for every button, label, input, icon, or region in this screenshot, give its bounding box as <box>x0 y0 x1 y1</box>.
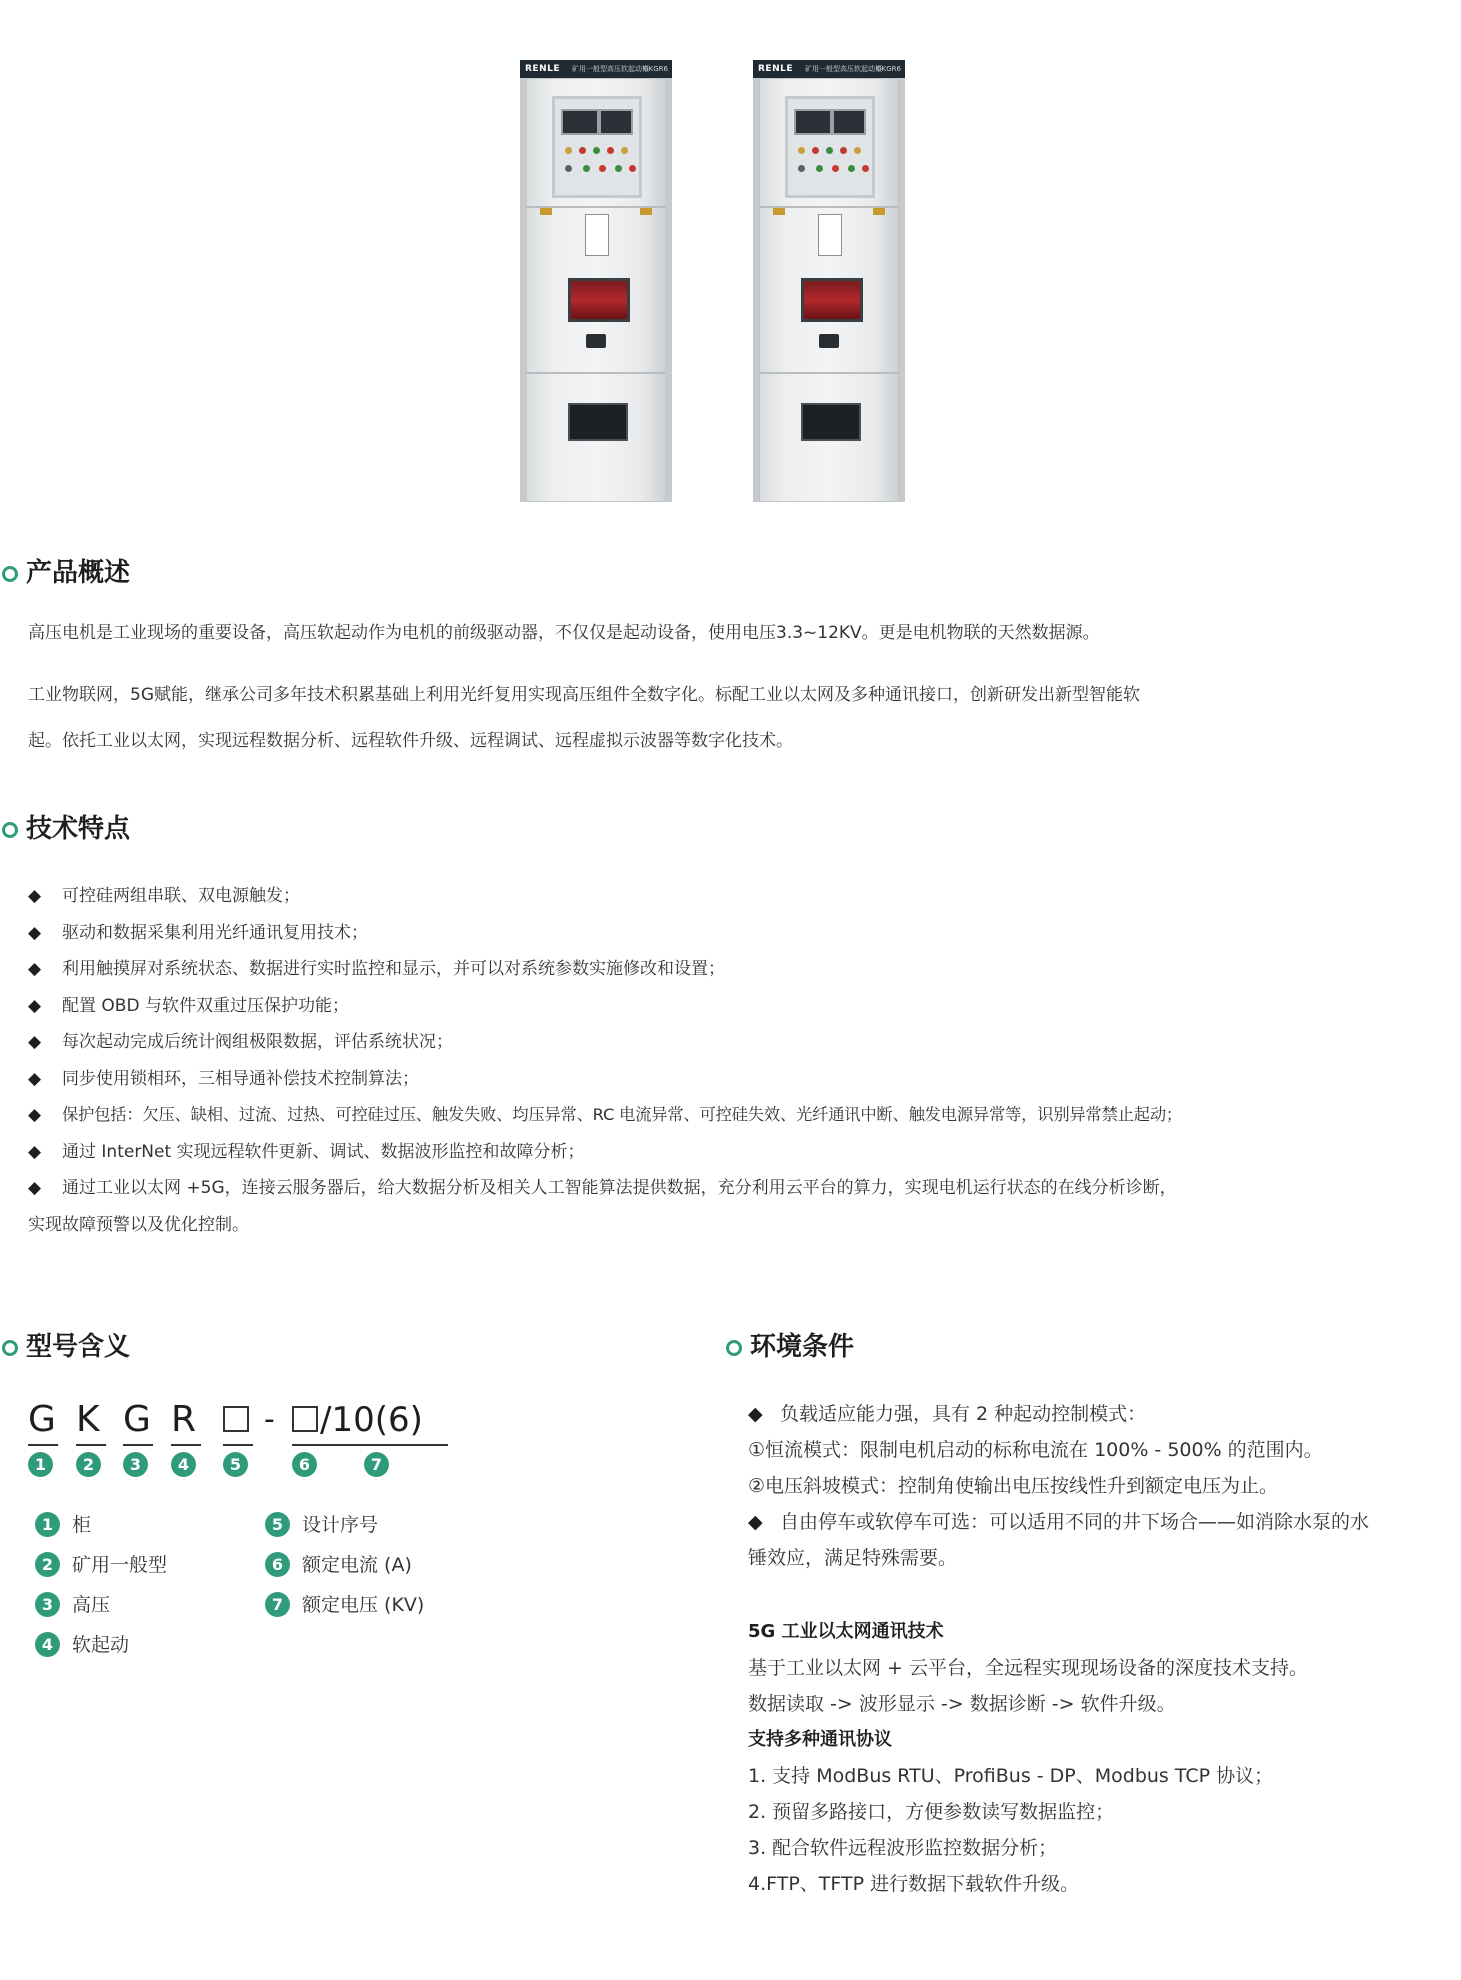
section-title: 环境条件 <box>750 1332 855 1362</box>
section-heading-features <box>2 814 402 844</box>
section-title: 技术特点 <box>26 814 131 844</box>
cabinet-code: GKGR6 <box>876 65 901 73</box>
lower-panel <box>568 403 628 441</box>
list-item: ◆ 可控硅两组串联、双电源触发； <box>28 878 1438 915</box>
number-badge-icon: 5 <box>223 1452 248 1477</box>
diamond-bullet-icon: ◆ <box>28 1141 42 1162</box>
env-line: ②电压斜坡模式：控制角使输出电压按线性升到额定电压为止。 <box>748 1475 1279 1497</box>
number-badge-icon: 6 <box>292 1452 317 1477</box>
model-dash: - <box>264 1402 275 1437</box>
diamond-bullet-icon: ◆ <box>748 1403 763 1425</box>
circle-bullet-icon <box>2 1340 18 1356</box>
env-line: ◆ 自由停车或软停车可选：可以适用不同的井下场合——如消除水泵的水 <box>748 1504 1448 1540</box>
model-letter: R <box>171 1399 197 1440</box>
list-item: ◆ 保护包括：欠压、缺相、过流、过热、可控硅过压、触发失败、均压异常、RC 电流异常、可控硅失效、光纤通讯中断、触发电源异常等，识别异常禁止起动； <box>28 1097 1438 1134</box>
model-letter: K <box>76 1399 100 1440</box>
list-item: 3. 配合软件远程波形监控数据分析； <box>748 1837 1058 1859</box>
number-badge-icon: 2 <box>76 1452 101 1477</box>
cabinet-body <box>526 78 666 502</box>
env-line: ◆ 负载适应能力强，具有 2 种起动控制模式： <box>748 1396 1448 1432</box>
list-item: ◆ 配置 OBD 与软件双重过压保护功能； <box>28 988 1438 1025</box>
number-badge-icon: 4 <box>171 1452 196 1477</box>
overview-paragraph-2-line-1: 工业物联网，5G赋能，继承公司多年技术积累基础上利用光纤复用实现高压组件全数字化。标配工业以太网及多种通讯接口，创新研发出新型智能软 <box>28 685 1140 705</box>
section-title: 产品概述 <box>26 558 131 588</box>
model-placeholder-box <box>223 1406 249 1432</box>
section-title: 型号含义 <box>26 1332 131 1362</box>
list-item: 2. 预留多路接口，方便参数读写数据监控； <box>748 1801 1115 1823</box>
list-item: ◆ 驱动和数据采集利用光纤通讯复用技术； <box>28 915 1438 952</box>
list-item: 4.FTP、TFTP 进行数据下载软件升级。 <box>748 1873 1080 1895</box>
diamond-bullet-icon: ◆ <box>28 1105 41 1125</box>
subsection-title: 5G 工业以太网通讯技术 <box>748 1621 944 1642</box>
control-panel-window <box>552 96 642 198</box>
env-line: 基于工业以太网 + 云平台，全远程实现现场设备的深度技术支持。 <box>748 1657 1309 1679</box>
number-badge-icon: 3 <box>35 1592 60 1617</box>
list-item: ◆ 同步使用锁相环，三相导通补偿技术控制算法； <box>28 1061 1438 1098</box>
env-line: 锤效应，满足特殊需要。 <box>748 1547 958 1569</box>
subsection-title: 支持多种通讯协议 <box>748 1729 892 1750</box>
circle-bullet-icon <box>2 566 18 582</box>
cabinet-brand: RENLE <box>758 64 793 74</box>
model-placeholder-box <box>292 1406 318 1432</box>
number-badge-icon: 2 <box>35 1552 60 1577</box>
number-badge-icon: 4 <box>35 1632 60 1657</box>
nameplate <box>585 214 609 256</box>
cabinet-brand: RENLE <box>525 64 560 74</box>
model-letter: G <box>28 1399 56 1440</box>
indicator-window <box>801 278 863 322</box>
nameplate <box>818 214 842 256</box>
diamond-bullet-icon: ◆ <box>28 922 42 943</box>
features-list <box>28 878 1438 1243</box>
section-heading-environment <box>726 1332 1126 1362</box>
number-badge-icon: 1 <box>35 1512 60 1537</box>
circle-bullet-icon <box>726 1340 742 1356</box>
list-item: ◆ 每次起动完成后统计阀组极限数据，评估系统状况； <box>28 1024 1438 1061</box>
diamond-bullet-icon: ◆ <box>28 995 42 1016</box>
env-line: 数据读取 -> 波形显示 -> 数据诊断 -> 软件升级。 <box>748 1693 1176 1715</box>
number-badge-icon: 3 <box>123 1452 148 1477</box>
env-line: ①恒流模式：限制电机启动的标称电流在 100% - 500% 的范围内。 <box>748 1439 1323 1461</box>
diamond-bullet-icon: ◆ <box>28 886 42 906</box>
environment-content <box>748 1396 1448 1902</box>
cabinet-image-left <box>520 60 672 502</box>
indicator-window <box>568 278 630 322</box>
number-badge-icon: 1 <box>28 1452 53 1477</box>
diamond-bullet-icon: ◆ <box>28 1178 42 1198</box>
list-item: ◆ 通过工业以太网 +5G，连接云服务器后，给大数据分析及相关人工智能算法提供数据，充分利用云平台的算力，实现电机运行状态的在线分析诊断， <box>28 1170 1438 1207</box>
cabinet-header <box>520 60 672 78</box>
circle-bullet-icon <box>2 822 18 838</box>
number-badge-icon: 7 <box>364 1452 389 1477</box>
list-item: 1. 支持 ModBus RTU、ProfiBus - DP、Modbus TCP 协议； <box>748 1765 1274 1787</box>
cabinet-image-right <box>753 60 905 502</box>
number-badge-icon: 5 <box>265 1512 290 1537</box>
list-item: ◆ 通过 InterNet 实现远程软件更新、调试、数据波形监控和故障分析； <box>28 1134 1438 1171</box>
cabinet-header <box>753 60 905 78</box>
section-heading-overview <box>2 558 402 588</box>
list-item-continuation: 实现故障预警以及优化控制。 <box>28 1214 249 1235</box>
diamond-bullet-icon: ◆ <box>28 1068 42 1089</box>
list-item: ◆ 利用触摸屏对系统状态、数据进行实时监控和显示，并可以对系统参数实施修改和设置； <box>28 951 1438 988</box>
cabinet-code: GKGR6 <box>643 65 668 73</box>
section-heading-model <box>2 1332 402 1362</box>
cabinet-subtitle: 矿用一般型高压软起动柜 <box>805 65 882 73</box>
cabinet-subtitle: 矿用一般型高压软起动柜 <box>572 65 649 73</box>
model-suffix: /10(6) <box>320 1400 423 1440</box>
lower-panel <box>801 403 861 441</box>
model-letter: G <box>123 1399 151 1440</box>
diamond-bullet-icon: ◆ <box>28 959 42 979</box>
number-badge-icon: 7 <box>265 1592 290 1617</box>
door-handle <box>586 334 606 348</box>
cabinet-body <box>759 78 899 502</box>
diamond-bullet-icon: ◆ <box>28 1032 42 1052</box>
number-badge-icon: 6 <box>265 1552 290 1577</box>
diamond-bullet-icon: ◆ <box>748 1511 763 1533</box>
overview-paragraph-2-line-2: 起。依托工业以太网，实现远程数据分析、远程软件升级、远程调试、远程虚拟示波器等数字化技术。 <box>28 731 793 751</box>
overview-paragraph-1: 高压电机是工业现场的重要设备，高压软起动作为电机的前级驱动器，不仅仅是起动设备，使用电压3.3~12KV。更是电机物联的天然数据源。 <box>28 623 1100 643</box>
door-handle <box>819 334 839 348</box>
control-panel-window <box>785 96 875 198</box>
